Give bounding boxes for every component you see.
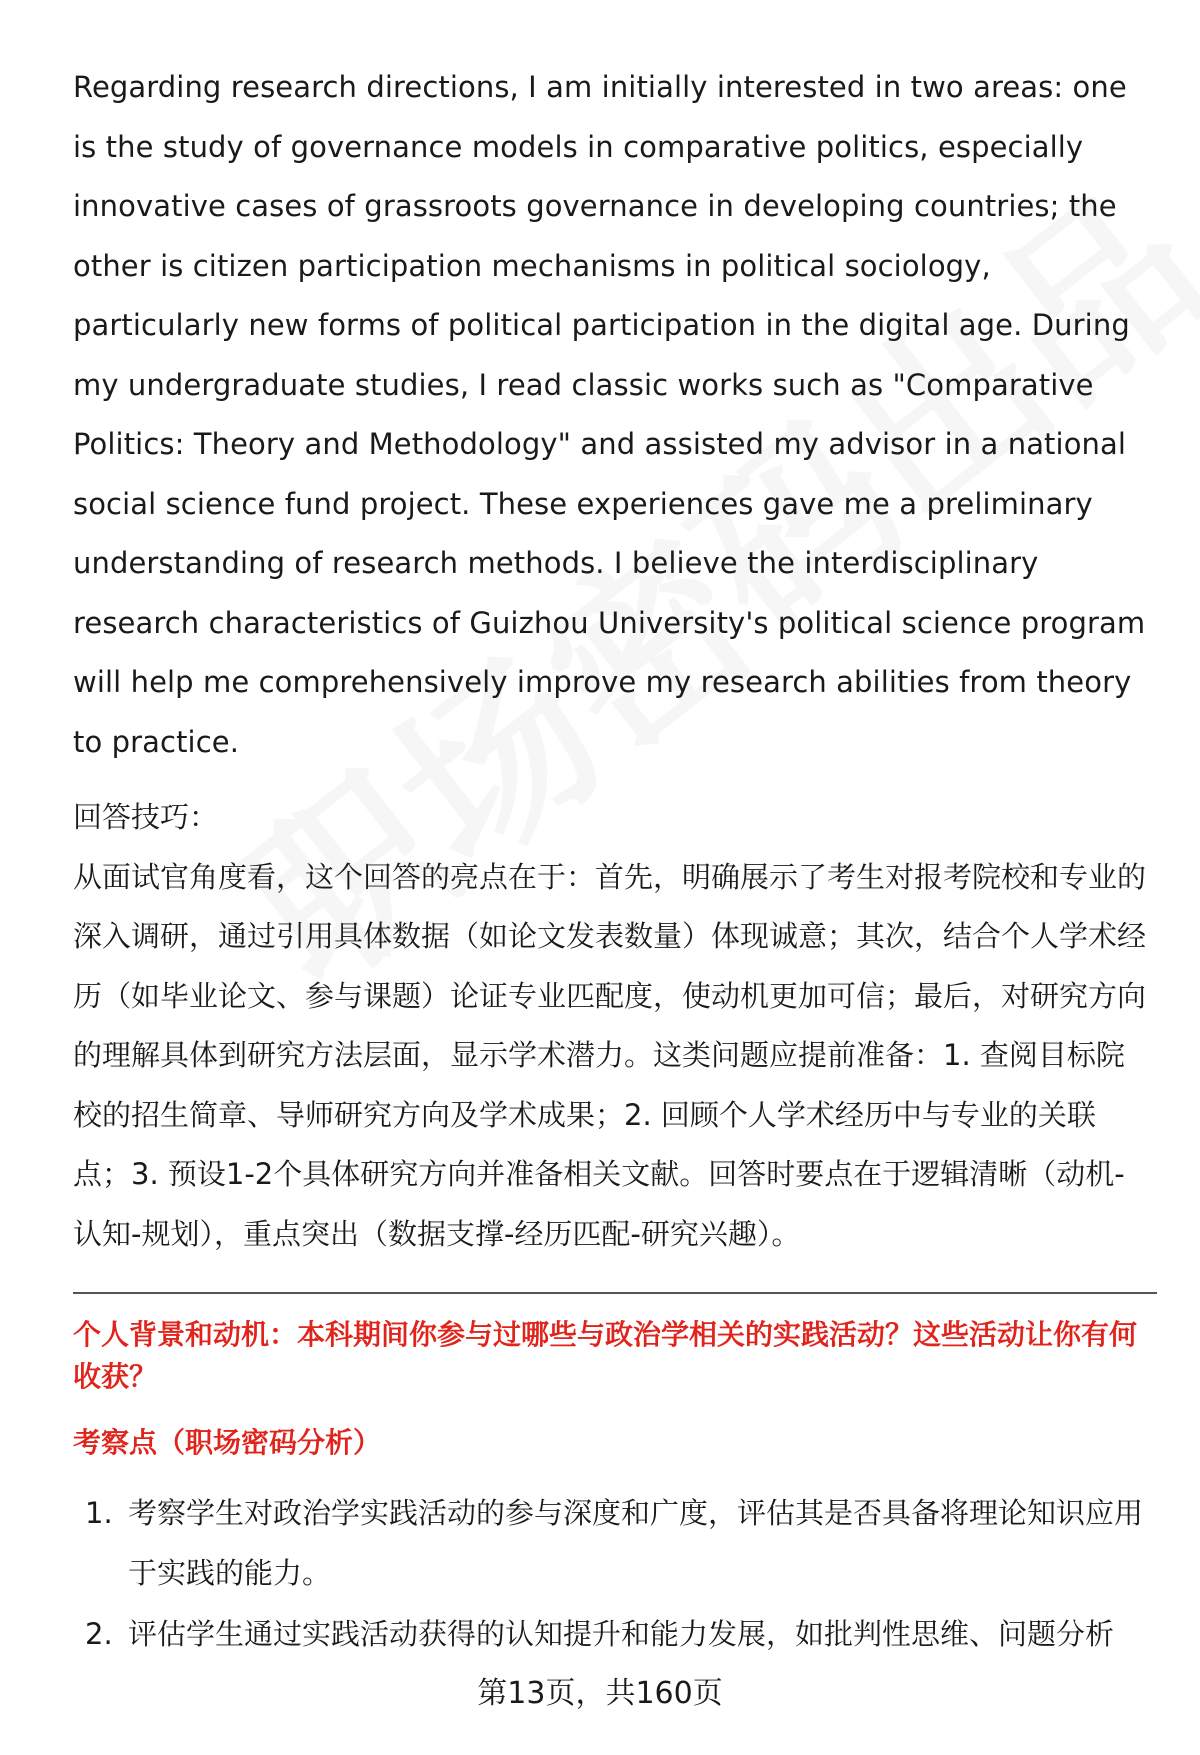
english-answer-paragraph: Regarding research directions, I am initially interested in two areas: one is the study of governance models in comparative politics, especially innovative cases of grassroots governance in developing countries; the other is citizen participation mechanisms in political sociology, particularly new forms of political participation in the digital age. During my undergraduate studies, I read classic works such as "Comparative Politics: Theory and Methodology" and assisted my advisor in a national social science fund project. These experiences gave me a preliminary understanding of research methods. I believe the interdisciplinary research characteristics of Guizhou University's political science program will help me comprehensively improve my research abilities from theory to practice. xyxy=(73,70,1146,759)
list-item-text: 考察学生对政治学实践活动的参与深度和广度，评估其是否具备将理论知识应用于实践的能力。 xyxy=(128,1496,1144,1590)
tips-paragraph: 从面试官角度看，这个回答的亮点在于：首先，明确展示了考生对报考院校和专业的深入调研，通过引用具体数据（如论文发表数量）体现诚意；其次，结合个人学术经历（如毕业论文、参与课题）论证专业匹配度，使动机更加可信；最后，对研究方向的理解具体到研究方法层面，显示学术潜力。这类问题应提前准备：1. 查阅目标院校的招生简章、导师研究方向及学术成果；2. 回顾个人学术经历中与专业的关联点；3. 预设1-2个具体研究方向并准备相关文献。回答时要点在于逻辑清晰（动机-认知-规划），重点突出（数据支撑-经历匹配-研究兴趣）。 xyxy=(73,859,1147,1251)
page-number-footer: 第13页，共160页 xyxy=(477,1676,723,1711)
list-item-text: 评估学生通过实践活动获得的认知提升和能力发展，如批判性思维、问题分析 xyxy=(128,1617,1115,1651)
list-item-number: 2. xyxy=(85,1617,113,1651)
list-item xyxy=(73,1484,1153,1603)
list-item xyxy=(73,1605,1153,1665)
section-divider xyxy=(73,1292,1157,1294)
document-page xyxy=(73,58,1153,1667)
question-heading: 个人背景和动机：本科期间你参与过哪些与政治学相关的实践活动？这些活动让你有何收获？ xyxy=(73,1318,1138,1393)
assessment-points-list xyxy=(73,1484,1153,1665)
list-item-number: 1. xyxy=(85,1496,113,1530)
assessment-points-heading: 考察点（职场密码分析） xyxy=(73,1426,382,1459)
tips-heading: 回答技巧： xyxy=(73,800,219,834)
